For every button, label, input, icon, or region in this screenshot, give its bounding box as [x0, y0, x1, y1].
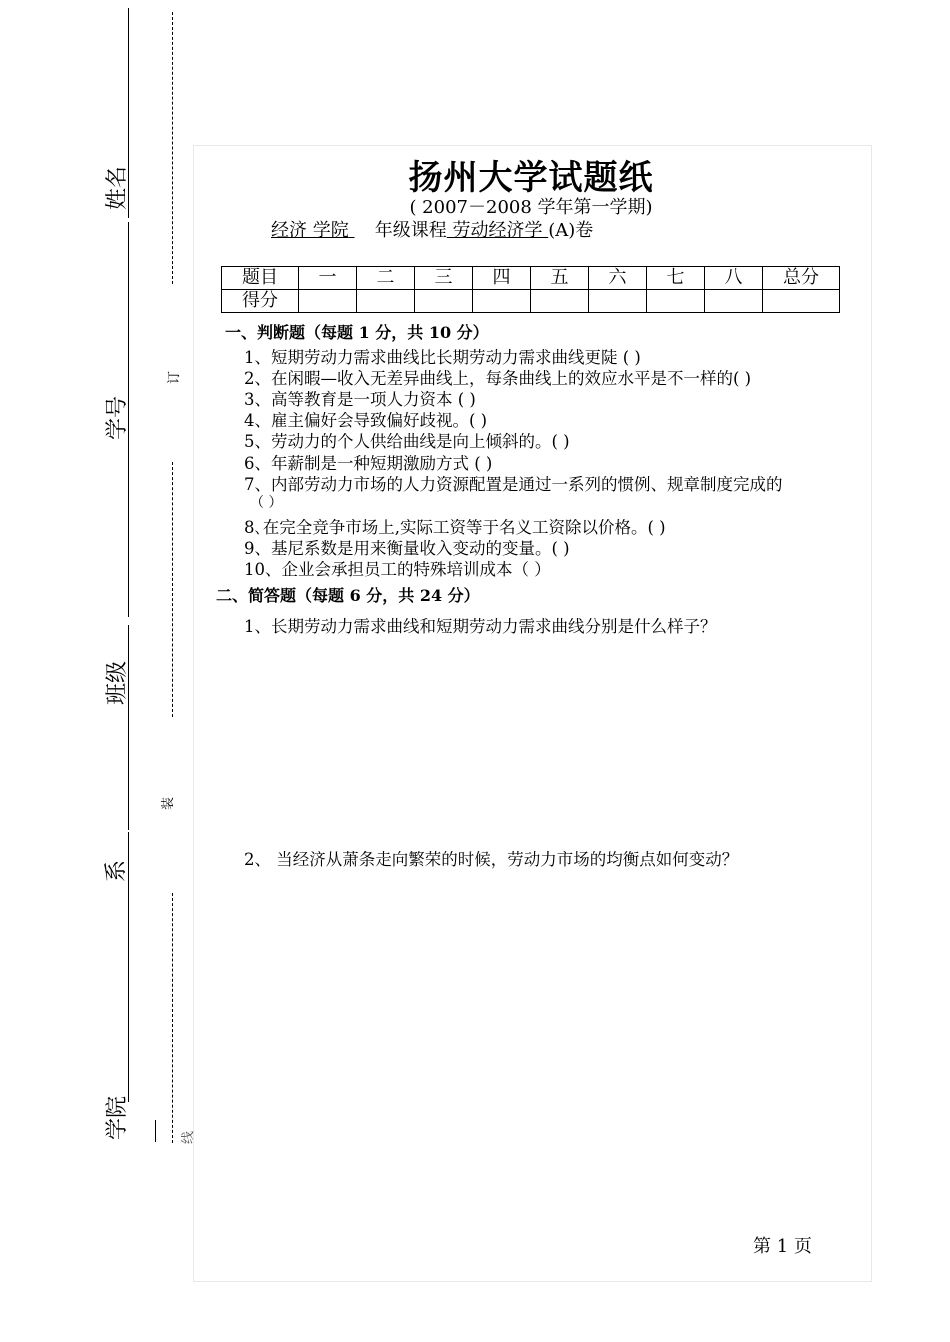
- page-number: 第 1 页: [753, 1236, 812, 1257]
- score-cell: 四: [473, 267, 531, 290]
- grade-course-label: 年级课程: [374, 220, 447, 241]
- question-item: 3、高等教育是一项人力资本 ( ): [244, 390, 476, 409]
- question-item: 5、劳动力的个人供给曲线是向上倾斜的。( ): [244, 432, 570, 451]
- binding-mark-zhuang: 装: [161, 796, 177, 811]
- score-cell: 八: [705, 267, 763, 290]
- score-cell: 得分: [222, 290, 299, 313]
- score-input-cell[interactable]: [299, 290, 357, 313]
- score-table-header-row: [222, 267, 840, 290]
- paper-type: (A)卷: [548, 220, 594, 241]
- dashed-line-1: [172, 12, 173, 284]
- college-suffix: 学院: [307, 220, 349, 241]
- score-input-cell[interactable]: [415, 290, 473, 313]
- question-item: 1、长期劳动力需求曲线和短期劳动力需求曲线分别是什么样子？: [244, 617, 717, 636]
- binding-line-5: [155, 1120, 156, 1142]
- name-label: 姓名: [105, 165, 131, 211]
- score-cell: 二: [357, 267, 415, 290]
- score-input-cell[interactable]: [647, 290, 705, 313]
- binding-mark-ding: 订: [167, 370, 183, 385]
- score-table-score-row: [222, 290, 840, 313]
- college-name: 经济: [271, 220, 307, 241]
- score-cell: 五: [531, 267, 589, 290]
- section-2-title: 二、简答题（每题 6 分，共 24 分）: [216, 586, 480, 605]
- question-item: 2、在闲暇—收入无差异曲线上，每条曲线上的效应水平是不一样的( ): [244, 369, 752, 388]
- score-cell: 六: [589, 267, 647, 290]
- academic-term: ( 2007－2008 学年第一学期): [409, 197, 653, 218]
- score-cell: 七: [647, 267, 705, 290]
- question-item: 4、雇主偏好会导致偏好歧视。( ): [244, 411, 488, 430]
- department-label: 系: [104, 859, 130, 883]
- score-cell: 一: [299, 267, 357, 290]
- score-cell: 题目: [222, 267, 299, 290]
- course-line: [271, 216, 593, 242]
- binding-line-3: [128, 625, 129, 830]
- exam-title: 扬州大学试题纸: [408, 158, 654, 198]
- class-label: 班级: [105, 660, 131, 706]
- score-input-cell[interactable]: [357, 290, 415, 313]
- binding-mark-xian: 线: [181, 1130, 197, 1145]
- score-input-cell[interactable]: [589, 290, 647, 313]
- college-label: 学院: [105, 1095, 131, 1141]
- question-item: （ ）: [250, 495, 283, 511]
- question-item: 7、内部劳动力市场的人力资源配置是通过一系列的惯例、规章制度完成的: [244, 475, 783, 494]
- question-item: 9、基尼系数是用来衡量收入变动的变量。( ): [244, 539, 570, 558]
- score-cell: 三: [415, 267, 473, 290]
- student-id-label: 学号: [105, 395, 131, 441]
- score-input-cell[interactable]: [763, 290, 840, 313]
- question-item: 10、企业会承担员工的特殊培训成本（ ）: [244, 560, 551, 579]
- question-item: 2、 当经济从萧条走向繁荣的时候，劳动力市场的均衡点如何变动？: [244, 850, 739, 869]
- course-name: 劳动经济学: [446, 220, 549, 241]
- question-item: 6、年薪制是一种短期激励方式 ( ): [244, 454, 493, 473]
- question-item: 1、短期劳动力需求曲线比长期劳动力需求曲线更陡 ( ): [244, 348, 641, 367]
- dashed-line-3: [172, 893, 173, 1143]
- section-1-title: 一、判断题（每题 1 分，共 10 分）: [225, 323, 489, 342]
- score-cell: 总分: [763, 267, 840, 290]
- question-item: 8､在完全竞争市场上,实际工资等于名义工资除以价格。( ): [244, 518, 666, 537]
- score-input-cell[interactable]: [531, 290, 589, 313]
- dashed-line-2: [172, 462, 173, 717]
- page-frame: [193, 145, 872, 1282]
- score-table: [221, 266, 840, 313]
- grade-blank: [349, 220, 375, 241]
- score-input-cell[interactable]: [705, 290, 763, 313]
- score-input-cell[interactable]: [473, 290, 531, 313]
